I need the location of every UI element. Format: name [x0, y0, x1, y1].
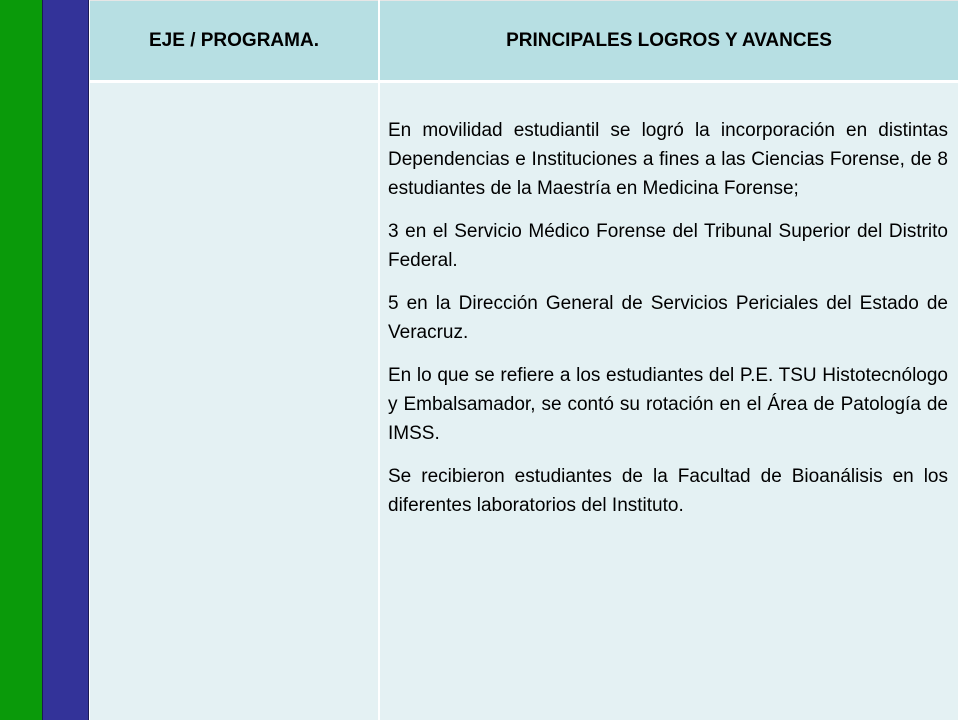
paragraph: 3 en el Servicio Médico Forense del Tribunal Superior del Distrito Federal. [388, 221, 948, 271]
achievements-table [90, 0, 960, 720]
cell-eje [90, 82, 379, 720]
paragraph: En lo que se refiere a los estudiantes del P.E. TSU Histotecnólogo y Embalsamador, se contó su rotación en el Área de Patología de IMSS. [388, 365, 948, 444]
paragraph: En movilidad estudiantil se logró la incorporación en distintas Dependencias e Instituciones a fines a las Ciencias Forense, de 8 estudiantes de la Maestría en Medicina Forense; [388, 120, 948, 199]
decorative-green-bar [0, 0, 42, 720]
paragraph: Se recibieron estudiantes de la Facultad de Bioanálisis en los diferentes laboratorios del Instituto. [388, 466, 948, 516]
logros-content [380, 83, 958, 520]
paragraph: 5 en la Dirección General de Servicios Periciales del Estado de Veracruz. [388, 293, 948, 343]
decorative-blue-bar [42, 0, 89, 720]
table-row [90, 82, 959, 720]
header-eje-programa: EJE / PROGRAMA. [90, 1, 379, 82]
table-header-row [90, 1, 959, 82]
header-principales-logros: PRINCIPALES LOGROS Y AVANCES [379, 1, 959, 82]
cell-logros [379, 82, 959, 720]
